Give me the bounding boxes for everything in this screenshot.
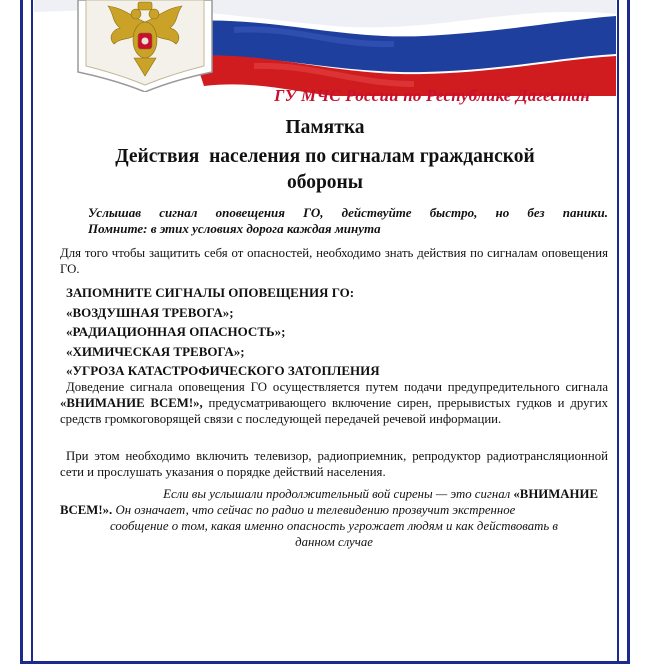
- paragraph-4-line-4: данном случае: [295, 535, 373, 549]
- intro-note: [88, 205, 608, 237]
- signal-item: «УГРОЗА КАТАСТРОФИЧЕСКОГО ЗАТОПЛЕНИЯ: [66, 363, 380, 378]
- paragraph-4-text-b: Он означает, что сейчас по радио и телевидению прозвучит экстренное: [112, 503, 516, 517]
- signal-item: «ХИМИЧЕСКАЯ ТРЕВОГА»;: [66, 343, 245, 359]
- attention-signal-label-2: «ВНИМАНИЕ: [513, 487, 598, 501]
- coat-of-arms-icon: [74, 0, 216, 92]
- signal-item: «РАДИАЦИОННАЯ ОПАСНОСТЬ»;: [66, 324, 286, 339]
- organization-name: ГУ МЧС России по Республике Дагестан: [274, 86, 590, 105]
- signals-list: [66, 283, 606, 381]
- paragraph-2: [60, 379, 608, 427]
- attention-signal-label: «ВНИМАНИЕ ВСЕМ!»,: [60, 396, 203, 410]
- intro-line-1: Услышав сигнал оповещения ГО, действуйте быстро, но без паники.: [88, 205, 608, 220]
- signal-item: «ВОЗДУШНАЯ ТРЕВОГА»;: [66, 304, 234, 320]
- signals-heading: ЗАПОМНИТЕ СИГНАЛЫ ОПОВЕЩЕНИЯ ГО:: [66, 285, 355, 300]
- document-subtitle: [33, 144, 617, 196]
- paragraph-3: При этом необходимо включить телевизор, радиоприемник, репродуктор радиотрансляционной сети и прослушать указания о порядке действий населения.: [60, 449, 608, 479]
- subtitle-line-1: Действия населения по сигналам гражданской: [115, 146, 535, 167]
- intro-line-2: Помните: в этих условиях дорога каждая минута: [88, 221, 381, 236]
- paragraph-4-text-a: Если вы услышали продолжительный вой сирены — это сигнал: [163, 487, 514, 501]
- paragraph-4-line-3: сообщение о том, какая именно опасность угрожает людям и как действовать в: [110, 519, 558, 533]
- subtitle-line-2: обороны: [286, 172, 364, 193]
- document-title: Памятка: [285, 117, 365, 138]
- paragraph-4: [60, 486, 608, 550]
- attention-signal-label-3: ВСЕМ!».: [60, 503, 113, 517]
- paragraph-2-text-b: предусматривающего включение сирен, прерывистых гудков и других средств громкоговорящей связи с последующей передачей речевой информации.: [60, 396, 608, 426]
- paragraph-2-text-a: Доведение сигнала оповещения ГО осуществляется путем подачи предупредительного сигнала: [66, 380, 608, 394]
- paragraph-1: Для того чтобы защитить себя от опасностей, необходимо знать действия по сигналам оповещения ГО.: [60, 246, 608, 276]
